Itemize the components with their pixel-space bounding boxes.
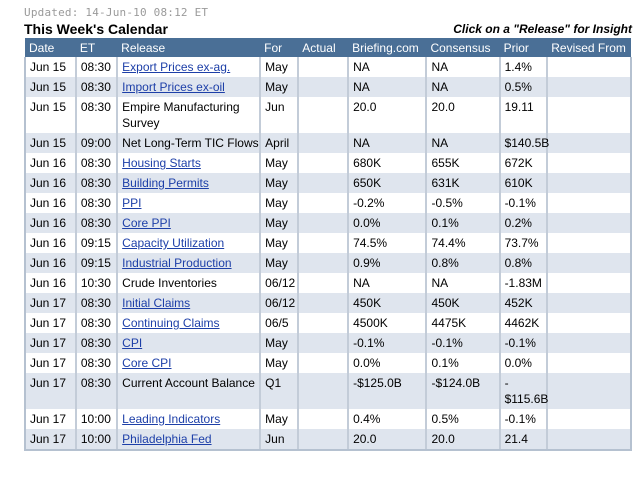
cell-for: May — [260, 153, 298, 173]
cell-consensus: -0.1% — [426, 333, 499, 353]
table-row — [25, 97, 631, 133]
cell-revised — [547, 57, 631, 77]
release-link[interactable]: Core PPI — [122, 216, 171, 230]
cell-revised — [547, 429, 631, 450]
cell-et: 08:30 — [76, 153, 117, 173]
cell-consensus: 450K — [426, 293, 499, 313]
cell-briefing: 450K — [348, 293, 426, 313]
cell-release — [117, 77, 260, 97]
cell-consensus: 4475K — [426, 313, 499, 333]
cell-revised — [547, 293, 631, 313]
cell-prior: 0.8% — [500, 253, 548, 273]
cell-for: May — [260, 77, 298, 97]
cell-et: 08:30 — [76, 97, 117, 133]
release-link[interactable]: PPI — [122, 196, 142, 210]
release-link[interactable]: Philadelphia Fed — [122, 432, 212, 446]
cell-for: May — [260, 233, 298, 253]
table-row — [25, 429, 631, 450]
column-header-for: For — [260, 38, 298, 57]
cell-for: April — [260, 133, 298, 153]
cell-briefing: 0.4% — [348, 409, 426, 429]
cell-et: 08:30 — [76, 57, 117, 77]
cell-actual — [298, 97, 348, 133]
cell-revised — [547, 193, 631, 213]
table-row — [25, 233, 631, 253]
cell-prior: - $115.6B — [500, 373, 548, 409]
table-row — [25, 373, 631, 409]
table-row — [25, 333, 631, 353]
cell-release: Crude Inventories — [117, 273, 260, 293]
cell-release — [117, 233, 260, 253]
cell-actual — [298, 313, 348, 333]
cell-prior: 1.4% — [500, 57, 548, 77]
calendar-body — [25, 57, 631, 450]
cell-prior: $140.5B — [500, 133, 548, 153]
cell-release: Current Account Balance — [117, 373, 260, 409]
cell-consensus: 0.1% — [426, 213, 499, 233]
cell-for: 06/5 — [260, 313, 298, 333]
cell-date: Jun 17 — [25, 429, 76, 450]
cell-revised — [547, 173, 631, 193]
cell-et: 08:30 — [76, 353, 117, 373]
cell-release — [117, 173, 260, 193]
table-row — [25, 253, 631, 273]
cell-et: 08:30 — [76, 193, 117, 213]
cell-briefing: 4500K — [348, 313, 426, 333]
cell-release — [117, 409, 260, 429]
cell-briefing: 650K — [348, 173, 426, 193]
cell-actual — [298, 233, 348, 253]
cell-et: 08:30 — [76, 173, 117, 193]
cell-prior: 0.5% — [500, 77, 548, 97]
release-link[interactable]: Capacity Utilization — [122, 236, 225, 250]
cell-actual — [298, 409, 348, 429]
cell-briefing: 680K — [348, 153, 426, 173]
table-row — [25, 133, 631, 153]
table-row — [25, 313, 631, 333]
cell-actual — [298, 57, 348, 77]
release-link[interactable]: Industrial Production — [122, 256, 232, 270]
column-header-et: ET — [76, 38, 117, 57]
cell-for: May — [260, 253, 298, 273]
cell-briefing: NA — [348, 273, 426, 293]
cell-date: Jun 15 — [25, 57, 76, 77]
cell-release — [117, 313, 260, 333]
release-link[interactable]: Initial Claims — [122, 296, 191, 310]
cell-consensus: NA — [426, 77, 499, 97]
cell-briefing: 0.0% — [348, 213, 426, 233]
cell-release — [117, 353, 260, 373]
cell-et: 08:30 — [76, 77, 117, 97]
cell-date: Jun 16 — [25, 193, 76, 213]
release-link[interactable]: Building Permits — [122, 176, 209, 190]
cell-prior: 610K — [500, 173, 548, 193]
cell-for: May — [260, 409, 298, 429]
cell-date: Jun 16 — [25, 173, 76, 193]
cell-for: May — [260, 193, 298, 213]
cell-for: May — [260, 173, 298, 193]
cell-for: Q1 — [260, 373, 298, 409]
table-row — [25, 77, 631, 97]
cell-revised — [547, 77, 631, 97]
cell-briefing: NA — [348, 57, 426, 77]
column-header-prior: Prior — [500, 38, 548, 57]
cell-actual — [298, 253, 348, 273]
release-link[interactable]: Import Prices ex-oil — [122, 80, 225, 94]
economic-calendar-table — [24, 38, 632, 451]
cell-revised — [547, 213, 631, 233]
cell-release — [117, 253, 260, 273]
cell-for: May — [260, 213, 298, 233]
cell-prior: -0.1% — [500, 193, 548, 213]
cell-actual — [298, 193, 348, 213]
table-row — [25, 213, 631, 233]
cell-actual — [298, 429, 348, 450]
cell-date: Jun 15 — [25, 77, 76, 97]
cell-revised — [547, 313, 631, 333]
cell-for: 06/12 — [260, 293, 298, 313]
cell-date: Jun 16 — [25, 273, 76, 293]
column-header-actual: Actual — [298, 38, 348, 57]
cell-consensus: 0.8% — [426, 253, 499, 273]
cell-et: 08:30 — [76, 373, 117, 409]
cell-consensus: -$124.0B — [426, 373, 499, 409]
cell-date: Jun 17 — [25, 409, 76, 429]
column-header-briefing: Briefing.com — [348, 38, 426, 57]
table-row — [25, 173, 631, 193]
cell-release — [117, 57, 260, 77]
cell-et: 08:30 — [76, 213, 117, 233]
cell-consensus: -0.5% — [426, 193, 499, 213]
cell-date: Jun 17 — [25, 373, 76, 409]
column-header-revised: Revised From — [547, 38, 631, 57]
insight-hint: Click on a "Release" for Insight — [453, 22, 632, 36]
cell-date: Jun 15 — [25, 133, 76, 153]
cell-briefing: 20.0 — [348, 429, 426, 450]
cell-et: 10:00 — [76, 409, 117, 429]
cell-for: Jun — [260, 429, 298, 450]
cell-for: May — [260, 57, 298, 77]
cell-revised — [547, 153, 631, 173]
page-title: This Week's Calendar — [24, 21, 168, 37]
release-link[interactable]: Continuing Claims — [122, 316, 220, 330]
cell-actual — [298, 153, 348, 173]
cell-release: Net Long-Term TIC Flows — [117, 133, 260, 153]
cell-consensus: NA — [426, 273, 499, 293]
cell-actual — [298, 77, 348, 97]
cell-briefing: NA — [348, 133, 426, 153]
cell-revised — [547, 333, 631, 353]
column-header-release: Release — [117, 38, 260, 57]
cell-revised — [547, 273, 631, 293]
table-row — [25, 293, 631, 313]
cell-prior: 672K — [500, 153, 548, 173]
cell-prior: -0.1% — [500, 333, 548, 353]
cell-briefing: 20.0 — [348, 97, 426, 133]
cell-date: Jun 17 — [25, 333, 76, 353]
updated-timestamp: Updated: 14-Jun-10 08:12 ET — [24, 6, 209, 19]
cell-consensus: NA — [426, 57, 499, 77]
cell-actual — [298, 133, 348, 153]
cell-consensus: 631K — [426, 173, 499, 193]
cell-date: Jun 17 — [25, 293, 76, 313]
cell-release: Empire Manufacturing Survey — [117, 97, 260, 133]
cell-consensus: 0.1% — [426, 353, 499, 373]
cell-for: May — [260, 353, 298, 373]
cell-revised — [547, 253, 631, 273]
cell-et: 10:30 — [76, 273, 117, 293]
table-row — [25, 193, 631, 213]
cell-prior: 452K — [500, 293, 548, 313]
cell-release — [117, 193, 260, 213]
cell-consensus: 655K — [426, 153, 499, 173]
cell-consensus: 20.0 — [426, 429, 499, 450]
cell-date: Jun 16 — [25, 153, 76, 173]
table-row — [25, 353, 631, 373]
cell-release — [117, 429, 260, 450]
cell-briefing: 0.0% — [348, 353, 426, 373]
cell-actual — [298, 213, 348, 233]
cell-release — [117, 333, 260, 353]
cell-revised — [547, 353, 631, 373]
cell-prior: 0.0% — [500, 353, 548, 373]
column-header-consensus: Consensus — [426, 38, 499, 57]
cell-briefing: -0.2% — [348, 193, 426, 213]
cell-revised — [547, 97, 631, 133]
cell-consensus: NA — [426, 133, 499, 153]
table-header-row — [25, 38, 631, 57]
cell-prior: 19.11 — [500, 97, 548, 133]
cell-for: 06/12 — [260, 273, 298, 293]
cell-release — [117, 153, 260, 173]
cell-et: 09:00 — [76, 133, 117, 153]
cell-prior: 4462K — [500, 313, 548, 333]
cell-consensus: 20.0 — [426, 97, 499, 133]
cell-actual — [298, 333, 348, 353]
cell-actual — [298, 293, 348, 313]
table-row — [25, 153, 631, 173]
cell-for: May — [260, 333, 298, 353]
cell-revised — [547, 233, 631, 253]
table-row — [25, 273, 631, 293]
cell-date: Jun 16 — [25, 233, 76, 253]
cell-for: Jun — [260, 97, 298, 133]
cell-revised — [547, 133, 631, 153]
cell-revised — [547, 373, 631, 409]
cell-prior: 21.4 — [500, 429, 548, 450]
cell-et: 10:00 — [76, 429, 117, 450]
cell-actual — [298, 173, 348, 193]
cell-et: 09:15 — [76, 233, 117, 253]
calendar-header — [24, 21, 634, 37]
cell-prior: -1.83M — [500, 273, 548, 293]
cell-briefing: -$125.0B — [348, 373, 426, 409]
cell-et: 08:30 — [76, 333, 117, 353]
cell-date: Jun 16 — [25, 213, 76, 233]
cell-consensus: 0.5% — [426, 409, 499, 429]
cell-actual — [298, 273, 348, 293]
cell-briefing: 74.5% — [348, 233, 426, 253]
cell-et: 08:30 — [76, 293, 117, 313]
table-row — [25, 57, 631, 77]
cell-date: Jun 17 — [25, 353, 76, 373]
release-link[interactable]: Leading Indicators — [122, 412, 221, 426]
cell-briefing: -0.1% — [348, 333, 426, 353]
cell-actual — [298, 353, 348, 373]
cell-release — [117, 213, 260, 233]
cell-consensus: 74.4% — [426, 233, 499, 253]
cell-revised — [547, 409, 631, 429]
release-link[interactable]: Core CPI — [122, 356, 172, 370]
column-header-date: Date — [25, 38, 76, 57]
cell-actual — [298, 373, 348, 409]
cell-date: Jun 17 — [25, 313, 76, 333]
release-link[interactable]: CPI — [122, 336, 143, 350]
cell-briefing: 0.9% — [348, 253, 426, 273]
cell-prior: -0.1% — [500, 409, 548, 429]
release-link[interactable]: Housing Starts — [122, 156, 201, 170]
cell-date: Jun 16 — [25, 253, 76, 273]
cell-date: Jun 15 — [25, 97, 76, 133]
cell-et: 09:15 — [76, 253, 117, 273]
cell-prior: 0.2% — [500, 213, 548, 233]
table-row — [25, 409, 631, 429]
cell-briefing: NA — [348, 77, 426, 97]
cell-et: 08:30 — [76, 313, 117, 333]
cell-release — [117, 293, 260, 313]
release-link[interactable]: Export Prices ex-ag. — [122, 60, 231, 74]
cell-prior: 73.7% — [500, 233, 548, 253]
